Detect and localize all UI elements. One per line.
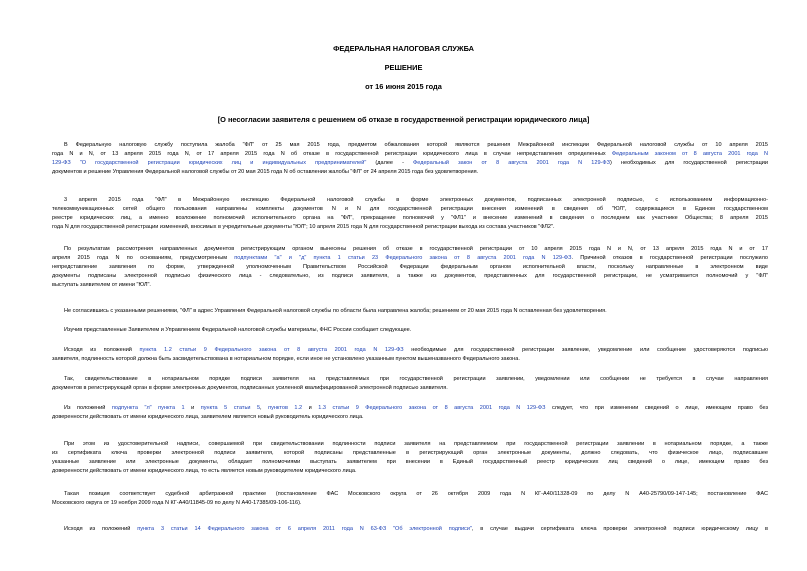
text-line: По результатам рассмотрения направленных документов регистрирующим органом вынесены решения об отказе в государственной регистрации от 10 апреля 2015 года N и N, от 13 апреля 2015 года N и от 17 (64, 246, 768, 252)
text-line: Изучив представленные Заявителем и Управлением Федеральной налоговой службы материалы, ФНС России сообщает следующее. (64, 327, 412, 333)
law-link[interactable]: пункта 1.2 статьи 9 Федерального закона от 8 августа 2001 года N 129-ФЗ (139, 347, 404, 353)
text-line: документы подписаны электронной подписью физического лица - следовательно, из подписи заявителя, а также из документов, представленных для государственной регистрации, не усматривается полномочий у "ФЛ" (52, 273, 768, 279)
text-fragment: Из положений (64, 405, 112, 411)
paragraph-notary-exception (52, 375, 768, 393)
text-line: Московского округа от 19 ноября 2009 года N КГ-А40/11845-09 по делу N А40-17385/09-106-116). (52, 500, 302, 506)
text-fragment: , (260, 405, 269, 411)
law-link[interactable]: пункта 3 статьи 14 Федерального закона от 6 апреля 2011 года N 63-ФЗ "Об электронной подписи" (137, 526, 472, 532)
text-fragment: года N и N, от 13 апреля 2015 года N, от 17 апреля 2015 года N об отказе в государственной регистрации юридического лица в случае непредставления определенных (52, 151, 612, 157)
paragraph-electronic-signature (52, 525, 768, 534)
law-link[interactable]: подпунктами "а" и "д" пункта 1 статьи 23 Федерального закона от 8 августа 2001 года N 129-ФЗ (234, 255, 572, 261)
law-link[interactable]: 1.3 статьи 9 Федерального закона от 8 августа 2001 года N 129-ФЗ (318, 405, 546, 411)
paragraph-submission (52, 196, 768, 232)
text-fragment: следует, что при изменении сведений о лице, имеющем право без (545, 405, 768, 411)
text-line (52, 525, 768, 534)
law-link[interactable]: пункта 5 статьи 5 (200, 405, 261, 411)
paragraph-new-director (52, 404, 768, 422)
paragraph-court-practice (52, 490, 768, 508)
text-line: 3 апреля 2015 года "ФЛ" в Межрайонную инспекцию Федеральной налоговой службы в форме электронных документов, подписанных электронной подписью, с использованием информационно- (64, 197, 768, 203)
text-line: Такая позиция соответствует судебной арбитражной практике (постановление ФАС Московского округа от 26 октября 2009 года N КГ-А40/11328-09 по делу N А40-25790/09-147-145; постановление ФАС (64, 491, 768, 497)
text-fragment: , в случае выдачи сертификата ключа проверки электронной подписи юридическому лицу в (471, 526, 768, 532)
paragraph-disagreement (52, 307, 768, 316)
document-date: от 16 июня 2015 года (365, 82, 442, 91)
text-line: выступать заявителем от имени "ЮЛ". (52, 282, 151, 288)
text-line (52, 404, 768, 413)
document-type: РЕШЕНИЕ (384, 63, 423, 72)
text-fragment: и (184, 405, 201, 411)
text-line: телекоммуникационных сетей общего пользования направлены комплекты документов N и N для государственной регистрации внесения изменений в сведения об "ЮЛ", содержащиеся в Едином государственном (52, 206, 768, 212)
text-line: доверенности действовать от имени юридического лица, заявителем является новый руководитель юридического лица. (52, 414, 364, 420)
law-link[interactable]: 129-ФЗ "О государственной регистрации юридических лиц и индивидуальных предпринимателей" (52, 160, 367, 166)
text-fragment: ) необходимых для государственной регистрации (609, 160, 768, 166)
paragraph-refusal (52, 245, 768, 290)
text-line: реестре юридических лиц, а именно возложение полномочий исполнительного органа на "ФЛ", прекращение полномочий у "ФЛ1" и внесение изменений в сведения о последнем как участнике Общества; 8 апреля 2015 (52, 215, 768, 221)
text-line: доверенности действовать от имени юридического лица, то есть является новым руководителем юридического лица. (52, 468, 357, 474)
text-line: указанные заявление или электронные документы, обладает полномочиями выступать заявителем при внесении в Единый государственный реестр юридических лиц сведений о лице, имеющем право без (52, 459, 768, 465)
law-link[interactable]: подпункта "л" пункта 1 (111, 405, 185, 411)
text-line: заявителя, подлинность которой должна быть засвидетельствована в нотариальном порядке, если иное не установлено указанным пунктом вышеназванного Федерального закона. (52, 356, 520, 362)
text-line (52, 150, 768, 159)
text-line: Не согласившись с указанными решениями, "ФЛ" в адрес Управления Федеральной налоговой службы по области была направлена жалоба; решением от 20 мая 2015 года N оставленная без удовлетворения. (64, 308, 607, 314)
paragraph-certification (52, 440, 768, 476)
text-line: документов и решение Управления Федеральной налоговой службы от 20 мая 2015 года N об оставлении жалобы "ФЛ" от 24 апреля 2015 года без удовлетворения. (52, 169, 479, 175)
paragraph-review (52, 326, 768, 335)
text-fragment: . Причиной отказов в государственной регистрации послужило (571, 255, 768, 261)
text-fragment: (далее - (366, 160, 414, 166)
text-line: из сертификата ключа проверки электронной подписи заявителя, которой подписаны представленные в регистрирующий орган электронные документы, должно следовать, что физическое лицо, подписавшее (52, 450, 768, 456)
text-line: При этом из удостоверительной надписи, совершаемой при свидетельствовании подлинности подписи заявителя на представляемом при государственной регистрации заявлении в нотариальном порядке, а также (64, 441, 768, 447)
law-link[interactable]: Федеральным законом от 8 августа 2001 года N (611, 151, 768, 157)
text-line: В Федеральную налоговую службу поступила жалоба "ФЛ" от 25 мая 2015 года, предметом обжалования которой являются решения Межрайонной инспекции Федеральной налоговой службы от 10 апреля 2015 (64, 142, 768, 148)
paragraph-complaint (52, 141, 768, 177)
text-line: Так, свидетельствование в нотариальном порядке подписи заявителя на представляемых при государственной регистрации заявлении, уведомлении или сообщении не требуется в случае направления (64, 376, 768, 382)
text-line: непредставление заявления по форме, утвержденной уполномоченным Правительством Российской Федерации федеральным органом исполнительной власти, поскольку направленные в электронном виде (52, 264, 768, 270)
text-fragment: апреля 2015 года N по основаниям, предусмотренным (52, 255, 235, 261)
document-subject: [О несогласии заявителя с решением об отказе в государственной регистрации юридического лица] (217, 115, 590, 124)
text-fragment: необходимые для государственной регистрации заявление, уведомление или сообщение удостоверяются подписью (403, 347, 768, 353)
text-fragment: и (302, 405, 319, 411)
law-link[interactable]: Федеральный закон от 8 августа 2001 года N 129-ФЗ (413, 160, 610, 166)
text-line (52, 159, 768, 168)
text-fragment: Исходя из положений (64, 347, 140, 353)
agency-title: ФЕДЕРАЛЬНАЯ НАЛОГОВАЯ СЛУЖБА (333, 44, 474, 53)
paragraph-signature-rule (52, 346, 768, 364)
text-line (52, 346, 768, 355)
text-line (52, 254, 768, 263)
law-link[interactable]: пунктов 1.2 (268, 405, 303, 411)
text-fragment: Исходя из положений (64, 526, 138, 532)
text-line: года N для государственной регистрации изменений, вносимых в учредительные документы "ЮЛ"; 10 апреля 2015 года N для государственной регистрации выхода из состава участников "ФЛ2". (52, 224, 555, 230)
text-line: документов в регистрирующий орган в форме электронных документов, подписанных усиленной квалифицированной электронной подписью заявителя. (52, 385, 448, 391)
